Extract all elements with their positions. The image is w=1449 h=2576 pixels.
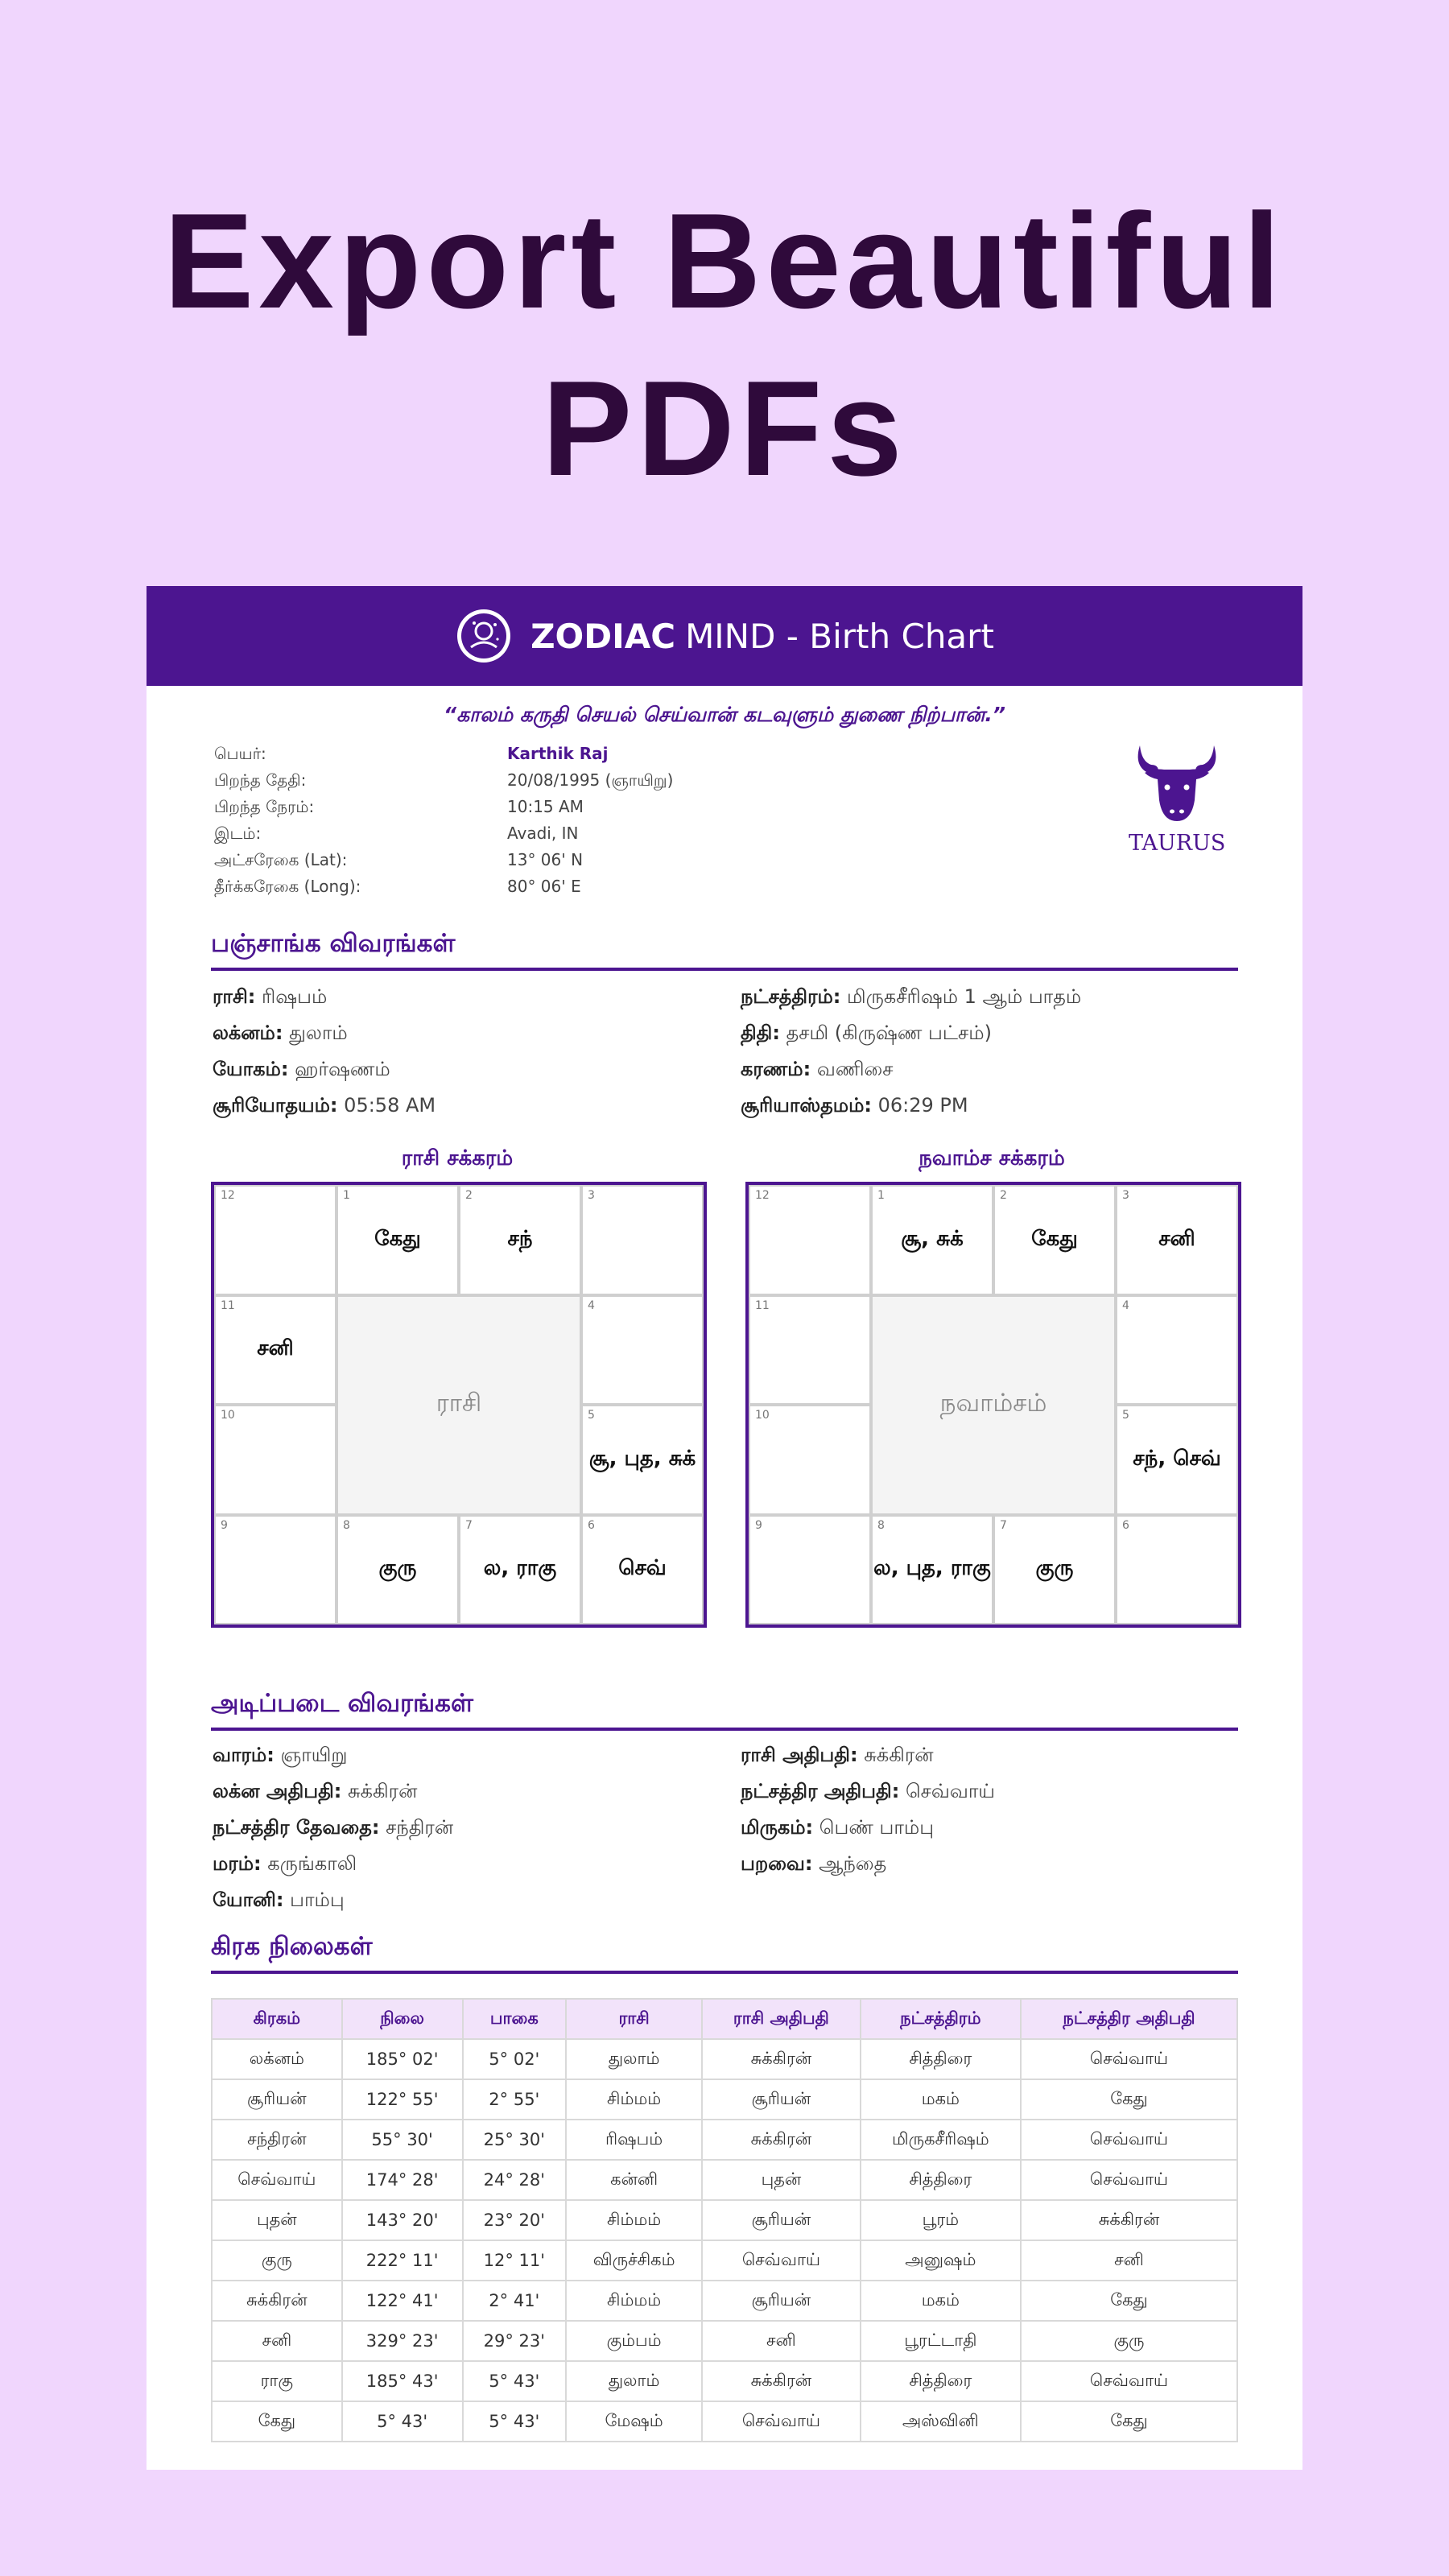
personal-details (214, 741, 1180, 900)
table-row (212, 2160, 1237, 2200)
table-cell: சுக்கிரன் (702, 2361, 861, 2401)
hero-line-1: Export Beautiful (163, 185, 1286, 336)
house-7: 7 குரு (993, 1515, 1116, 1625)
table-cell: விருச்சிகம் (566, 2240, 702, 2281)
table-cell: செவ்வாய் (1021, 2120, 1237, 2160)
panchang-item (213, 1051, 741, 1088)
table-cell: ராகு (212, 2361, 342, 2401)
house-11: 11 (749, 1295, 871, 1406)
basic-item (741, 1810, 1240, 1846)
house-2: 2 சந் (459, 1185, 581, 1295)
table-row (212, 2120, 1237, 2160)
panchang-value: ஹர்ஷணம் (295, 1058, 390, 1080)
table-row (212, 2079, 1237, 2120)
table-row (212, 2200, 1237, 2240)
table-cell: 12° 11' (463, 2240, 567, 2281)
table-row (212, 2039, 1237, 2079)
detail-label: அட்சரேகை (Lat): (214, 850, 348, 869)
table-cell: கன்னி (566, 2160, 702, 2200)
header-title: MIND - Birth Chart (685, 616, 994, 656)
table-cell: 5° 43' (463, 2361, 567, 2401)
table-cell: 29° 23' (463, 2321, 567, 2361)
table-cell: சுக்கிரன் (702, 2039, 861, 2079)
planet-positions-table (211, 1998, 1238, 2442)
table-cell: சுக்கிரன் (1021, 2200, 1237, 2240)
basic-item (741, 1846, 1240, 1882)
house-6: 6 (1116, 1515, 1238, 1625)
table-cell: 185° 43' (342, 2361, 463, 2401)
panchang-key: சூரியோதயம்: (213, 1094, 338, 1117)
house-1: 1 சூ, சுக் (871, 1185, 993, 1295)
detail-row-lat (214, 847, 1180, 873)
panchang-value: தசமி (கிருஷ்ண பட்சம்) (786, 1022, 992, 1044)
basic-value: ஞாயிறு (280, 1744, 348, 1766)
table-row (212, 2281, 1237, 2321)
table-cell: புதன் (212, 2200, 342, 2240)
panchang-item (741, 1088, 1240, 1124)
table-cell: 2° 55' (463, 2079, 567, 2120)
table-row (212, 2240, 1237, 2281)
panchang-item (213, 979, 741, 1015)
planet-table-body (212, 2039, 1237, 2442)
panchang-value: வணிசை (816, 1058, 894, 1080)
table-cell: மிருகசீரிஷம் (861, 2120, 1021, 2160)
detail-label: பிறந்த நேரம்: (214, 797, 315, 816)
house-10: 10 (214, 1405, 336, 1515)
panchang-value: துலாம் (289, 1022, 348, 1044)
table-cell: சிம்மம் (566, 2200, 702, 2240)
table-cell: கேது (1021, 2079, 1237, 2120)
table-cell: சுக்கிரன் (212, 2281, 342, 2321)
column-header: நட்சத்திர அதிபதி (1021, 1999, 1237, 2039)
panchang-details (213, 979, 1240, 1124)
navamsa-chart-center: நவாம்சம் (871, 1295, 1116, 1515)
panchang-key: நட்சத்திரம்: (741, 985, 841, 1008)
table-cell: 143° 20' (342, 2200, 463, 2240)
table-cell: 25° 30' (463, 2120, 567, 2160)
table-cell: செவ்வாய் (702, 2401, 861, 2442)
table-cell: 2° 41' (463, 2281, 567, 2321)
house-8: 8 குரு (336, 1515, 459, 1625)
panchang-value: ரிஷபம் (261, 985, 328, 1008)
table-cell: புதன் (702, 2160, 861, 2200)
panchang-value: 05:58 AM (344, 1094, 436, 1117)
table-cell: லக்னம் (212, 2039, 342, 2079)
detail-value: 13° 06' N (507, 850, 584, 869)
basic-value: செவ்வாய் (905, 1780, 995, 1802)
table-cell: மேஷம் (566, 2401, 702, 2442)
detail-row-time (214, 794, 1180, 820)
detail-value: Karthik Raj (507, 744, 609, 763)
house-9: 9 (749, 1515, 871, 1625)
hero-headline (0, 177, 1449, 512)
table-cell: 24° 28' (463, 2160, 567, 2200)
table-cell: 55° 30' (342, 2120, 463, 2160)
table-cell: 174° 28' (342, 2160, 463, 2200)
table-row (212, 2321, 1237, 2361)
column-header: பாகை (463, 1999, 567, 2039)
panchang-item (741, 1051, 1240, 1088)
panchang-value: மிருகசீரிஷம் 1 ஆம் பாதம் (847, 985, 1082, 1008)
basic-key: பறவை: (741, 1852, 813, 1875)
table-cell: 5° 02' (463, 2039, 567, 2079)
detail-label: தீர்க்கரேகை (Long): (214, 877, 361, 896)
detail-row-date (214, 767, 1180, 794)
house-2: 2 கேது (993, 1185, 1116, 1295)
detail-value: 10:15 AM (507, 797, 584, 816)
house-10: 10 (749, 1405, 871, 1515)
basic-value: ஆந்தை (819, 1852, 887, 1875)
basic-value: பெண் பாம்பு (819, 1816, 935, 1839)
panchang-key: லக்னம்: (213, 1022, 283, 1044)
panchang-key: திதி: (741, 1022, 780, 1044)
basic-details-section-title: அடிப்படை விவரங்கள் (211, 1689, 1238, 1731)
basic-key: வாரம்: (213, 1744, 275, 1766)
header-banner (147, 586, 1302, 686)
table-cell: கேது (1021, 2281, 1237, 2321)
table-cell: சூரியன் (212, 2079, 342, 2120)
hero-line-2: PDFs (542, 353, 907, 504)
table-cell: 185° 02' (342, 2039, 463, 2079)
panchang-item (741, 1015, 1240, 1051)
table-cell: மகம் (861, 2281, 1021, 2321)
basic-key: யோனி: (213, 1889, 284, 1911)
basic-key: நட்சத்திர தேவதை: (213, 1816, 380, 1839)
basic-key: லக்ன அதிபதி: (213, 1780, 342, 1802)
basic-value: சுக்கிரன் (864, 1744, 934, 1766)
birth-chart-pdf-page (147, 586, 1302, 2470)
basic-item (213, 1737, 741, 1773)
basic-item (213, 1810, 741, 1846)
panchang-item (213, 1015, 741, 1051)
panchang-value: 06:29 PM (877, 1094, 968, 1117)
panchang-key: கரணம்: (741, 1058, 811, 1080)
table-cell: பூரம் (861, 2200, 1021, 2240)
table-cell: சித்திரை (861, 2039, 1021, 2079)
table-cell: சனி (1021, 2240, 1237, 2281)
house-1: 1 கேது (336, 1185, 459, 1295)
basic-value: சுக்கிரன் (348, 1780, 418, 1802)
basic-details (213, 1737, 1240, 1918)
basic-item (741, 1773, 1240, 1810)
navamsa-chart (745, 1146, 1238, 1628)
basic-key: மிருகம்: (741, 1816, 814, 1839)
navamsa-chart-title: நவாம்ச சக்கரம் (919, 1146, 1065, 1170)
table-row (212, 2361, 1237, 2401)
table-cell: சூரியன் (702, 2281, 861, 2321)
table-cell: சூரியன் (702, 2200, 861, 2240)
basic-value: கருங்காலி (267, 1852, 357, 1875)
house-5: 5 சந், செவ் (1116, 1405, 1238, 1515)
table-cell: செவ்வாய் (212, 2160, 342, 2200)
house-11: 11 சனி (214, 1295, 336, 1406)
table-cell: கேது (212, 2401, 342, 2442)
table-cell: சித்திரை (861, 2361, 1021, 2401)
table-row (212, 2401, 1237, 2442)
table-cell: 122° 41' (342, 2281, 463, 2321)
house-12: 12 (214, 1185, 336, 1295)
basic-value: பாம்பு (290, 1889, 345, 1911)
basic-key: ராசி அதிபதி: (741, 1744, 858, 1766)
table-cell: அனுஷம் (861, 2240, 1021, 2281)
table-cell: கேது (1021, 2401, 1237, 2442)
column-header: கிரகம் (212, 1999, 342, 2039)
house-8: 8 ல, புத, ராகு (871, 1515, 993, 1625)
rasi-chart-center: ராசி (336, 1295, 581, 1515)
table-cell: சித்திரை (861, 2160, 1021, 2200)
house-6: 6 செவ் (581, 1515, 704, 1625)
table-cell: துலாம் (566, 2039, 702, 2079)
table-cell: ரிஷபம் (566, 2120, 702, 2160)
detail-label: இடம்: (214, 824, 262, 843)
rasi-chart (211, 1146, 704, 1628)
table-cell: செவ்வாய் (1021, 2361, 1237, 2401)
table-cell: 5° 43' (463, 2401, 567, 2442)
house-4: 4 (1116, 1295, 1238, 1406)
navamsa-chart-grid (745, 1182, 1241, 1628)
table-cell: மகம் (861, 2079, 1021, 2120)
taurus-bull-icon (1129, 741, 1225, 826)
table-cell: சனி (212, 2321, 342, 2361)
table-cell: அஸ்வினி (861, 2401, 1021, 2442)
table-cell: குரு (1021, 2321, 1237, 2361)
basic-key: மரம்: (213, 1852, 262, 1875)
basic-item (213, 1882, 741, 1918)
planet-positions-section-title: கிரக நிலைகள் (211, 1932, 1238, 1974)
detail-label: பெயர்: (214, 744, 266, 763)
table-cell: சூரியன் (702, 2079, 861, 2120)
detail-label: பிறந்த தேதி: (214, 770, 307, 790)
table-cell: சனி (702, 2321, 861, 2361)
detail-row-place (214, 820, 1180, 847)
panchang-item (213, 1088, 741, 1124)
basic-value: சந்திரன் (386, 1816, 454, 1839)
brand-name: ZODIAC (530, 616, 676, 656)
table-cell: சிம்மம் (566, 2281, 702, 2321)
detail-row-long (214, 873, 1180, 900)
table-cell: 23° 20' (463, 2200, 567, 2240)
table-cell: சந்திரன் (212, 2120, 342, 2160)
basic-item (213, 1846, 741, 1882)
column-header: ராசி (566, 1999, 702, 2039)
column-header: நட்சத்திரம் (861, 1999, 1021, 2039)
panchang-key: ராசி: (213, 985, 256, 1008)
house-12: 12 (749, 1185, 871, 1295)
panchang-key: சூரியாஸ்தமம்: (741, 1094, 872, 1117)
table-header-row (212, 1999, 1237, 2039)
table-cell: செவ்வாய் (1021, 2039, 1237, 2079)
table-cell: துலாம் (566, 2361, 702, 2401)
table-cell: 122° 55' (342, 2079, 463, 2120)
detail-value: Avadi, IN (507, 824, 579, 843)
panchang-item (741, 979, 1240, 1015)
table-cell: சிம்மம் (566, 2079, 702, 2120)
house-4: 4 (581, 1295, 704, 1406)
house-7: 7 ல, ராகு (459, 1515, 581, 1625)
zodiac-sign-label: TAURUS (1129, 831, 1226, 856)
panchang-section-title: பஞ்சாங்க விவரங்கள் (211, 929, 1238, 971)
table-cell: செவ்வாய் (1021, 2160, 1237, 2200)
detail-value: 20/08/1995 (ஞாயிறு) (507, 770, 674, 790)
house-5: 5 சூ, புத, சுக் (581, 1405, 704, 1515)
zodiac-sign-badge (1129, 741, 1225, 856)
table-cell: குரு (212, 2240, 342, 2281)
tagline-quote: “காலம் கருதி செயல் செய்வான் கடவுளும் துணை நிற்பான்.” (444, 703, 1005, 726)
rasi-chart-title: ராசி சக்கரம் (401, 1146, 514, 1170)
panchang-key: யோகம்: (213, 1058, 289, 1080)
table-cell: 5° 43' (342, 2401, 463, 2442)
house-3: 3 (581, 1185, 704, 1295)
house-3: 3 சனி (1116, 1185, 1238, 1295)
basic-key: நட்சத்திர அதிபதி: (741, 1780, 900, 1802)
basic-item (741, 1737, 1240, 1773)
column-header: ராசி அதிபதி (702, 1999, 861, 2039)
table-cell: 329° 23' (342, 2321, 463, 2361)
basic-item (213, 1773, 741, 1810)
table-cell: பூரட்டாதி (861, 2321, 1021, 2361)
table-cell: 222° 11' (342, 2240, 463, 2281)
table-cell: செவ்வாய் (702, 2240, 861, 2281)
table-cell: சுக்கிரன் (702, 2120, 861, 2160)
table-cell: கும்பம் (566, 2321, 702, 2361)
house-9: 9 (214, 1515, 336, 1625)
zodiac-mind-logo-icon (455, 607, 513, 665)
column-header: நிலை (342, 1999, 463, 2039)
rasi-chart-grid (211, 1182, 707, 1628)
detail-value: 80° 06' E (507, 877, 581, 896)
detail-row-name (214, 741, 1180, 767)
